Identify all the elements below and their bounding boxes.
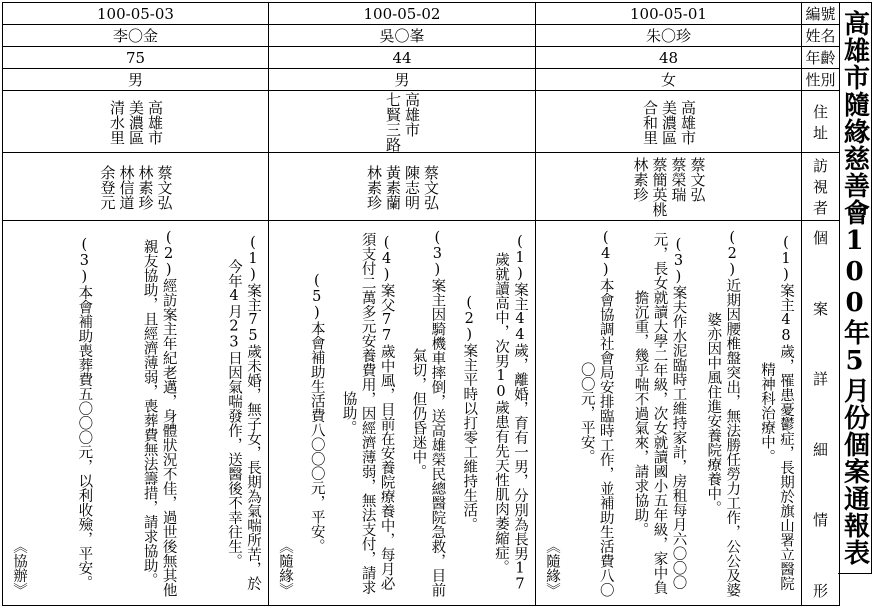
case-2-number: 100-05-02	[269, 3, 536, 25]
label-details-char: 個	[812, 229, 828, 247]
address-line: 高雄市	[679, 99, 697, 145]
detail-paragraph: (1)案主75歲未婚，無子女，長期為氣喘所苦，於今年4月23日因氣喘發作，送醫後不幸往生。	[225, 235, 261, 591]
visitor-name: 林素珍	[365, 164, 383, 210]
label-details-char: 案	[812, 299, 828, 318]
case-2-address	[269, 91, 536, 153]
label-visitors-char: 者	[812, 199, 828, 217]
case-table	[2, 2, 840, 606]
report-title-text: 高雄市隨緣慈善會100年5月份個案通報表	[839, 10, 870, 566]
label-address-char: 址	[812, 123, 828, 142]
label-name: 姓名	[802, 25, 840, 47]
label-details-char: 詳	[812, 370, 828, 389]
case-1-address	[536, 91, 802, 153]
detail-paragraph: (2)近期因腰椎盤突出，無法勝任勞力工作，公公及婆婆亦因中風住進安養院療養中。	[705, 229, 741, 597]
case-2-age: 44	[269, 47, 536, 69]
case-1-age: 48	[536, 47, 802, 69]
case-3-address	[3, 91, 269, 153]
visitor-name: 蔡簡英桃	[650, 157, 669, 217]
case-3-number: 100-05-03	[3, 3, 269, 25]
detail-paragraph: (2)經訪案主年紀老邁，身體狀況不佳，過世後無其他親友協助，且經濟薄弱，喪葬費無法籌措，請求協助。	[141, 229, 177, 597]
detail-paragraph: (3)案夫作水泥臨時工維持家計，房租每月六〇〇〇元，長女就讀大學二年級，次女就讀國小五年級，家中負擔沉重，幾乎喘不過氣來，請求協助。	[632, 231, 687, 595]
label-gender: 性別	[802, 69, 840, 91]
detail-paragraph: (5)本會補助生活費八〇〇〇元，平安。	[308, 273, 325, 553]
case-1-number: 100-05-01	[536, 3, 802, 25]
label-visitors	[802, 153, 840, 221]
signature: 《隨緣》	[277, 539, 293, 597]
report-title	[838, 2, 872, 574]
detail-paragraph: (2)案主平時以打零工維持生活。	[461, 294, 478, 532]
case-2-visitors	[269, 153, 536, 221]
case-1-gender: 女	[536, 69, 802, 91]
label-details-char: 細	[812, 440, 828, 459]
case-3-gender: 男	[3, 69, 269, 91]
detail-paragraph: (3)本會補助喪葬費五〇〇〇元，以利收殮，平安。	[76, 236, 93, 590]
visitor-name: 陳志明	[403, 164, 421, 210]
visitor-name: 林素珍	[631, 157, 650, 202]
case-3-name: 李〇金	[3, 25, 269, 47]
address-line: 高雄市	[146, 99, 164, 145]
visitor-name: 林信道	[117, 164, 136, 210]
case-2-gender: 男	[269, 69, 536, 91]
case-3-age: 75	[3, 47, 269, 69]
detail-paragraph: (1)案主44歲，離婚，育有一男，分別為長男17歲就讀高中，次男10歲患有先天性肌肉萎縮症。	[492, 233, 528, 593]
address-line: 高雄市	[403, 92, 421, 137]
address-line: 七賢三路	[384, 92, 402, 152]
visitor-name: 黃素蘭	[384, 164, 402, 210]
label-address-char: 住	[812, 102, 828, 121]
case-2-details	[269, 221, 536, 606]
detail-paragraph: (4)本會協調社會局安排臨時工作，並補助生活費八〇〇〇元，平安。	[578, 229, 614, 597]
visitor-name: 蔡文弘	[688, 157, 707, 202]
label-age: 年齡	[802, 47, 840, 69]
signature: 《協辦》	[11, 539, 27, 597]
case-1-visitors	[536, 153, 802, 221]
visitor-name: 余登元	[98, 164, 117, 210]
report-form	[2, 2, 872, 600]
label-address	[802, 91, 840, 153]
case-1-name: 朱〇珍	[536, 25, 802, 47]
case-2-name: 吳〇峯	[269, 25, 536, 47]
detail-paragraph: (3)案主因騎機車摔倒，送高雄榮民總醫院急救，目前氣切，但仍昏迷中。	[410, 229, 446, 597]
label-details-char: 形	[812, 581, 828, 600]
signature: 《隨緣》	[544, 539, 560, 597]
label-visitors-char: 訪	[812, 157, 828, 175]
case-3-visitors	[3, 153, 269, 221]
label-details	[802, 221, 840, 606]
visitor-name: 蔡榮瑞	[669, 157, 688, 202]
label-visitors-char: 視	[812, 178, 828, 196]
detail-paragraph: (1)案主48歲，罹患憂鬱症，長期於旗山署立醫院精神科治療中。	[759, 235, 794, 591]
label-number: 編號	[802, 3, 840, 25]
visitor-name: 蔡文弘	[155, 164, 174, 210]
address-line: 合和里	[641, 99, 659, 145]
detail-paragraph: (4)案父77歲中風，目前在安養院療養中，每月必須支付二萬多元安養費用，因經濟薄弱，無法支付，請求協助。	[340, 231, 395, 595]
visitor-name: 蔡文弘	[422, 164, 440, 210]
visitor-name: 林素珍	[136, 164, 155, 210]
label-details-char: 情	[812, 511, 828, 530]
address-line: 美濃區	[660, 99, 678, 145]
case-1-details	[536, 221, 802, 606]
address-line: 美濃區	[127, 99, 145, 145]
address-line: 清水里	[108, 99, 126, 145]
case-3-details	[3, 221, 269, 606]
